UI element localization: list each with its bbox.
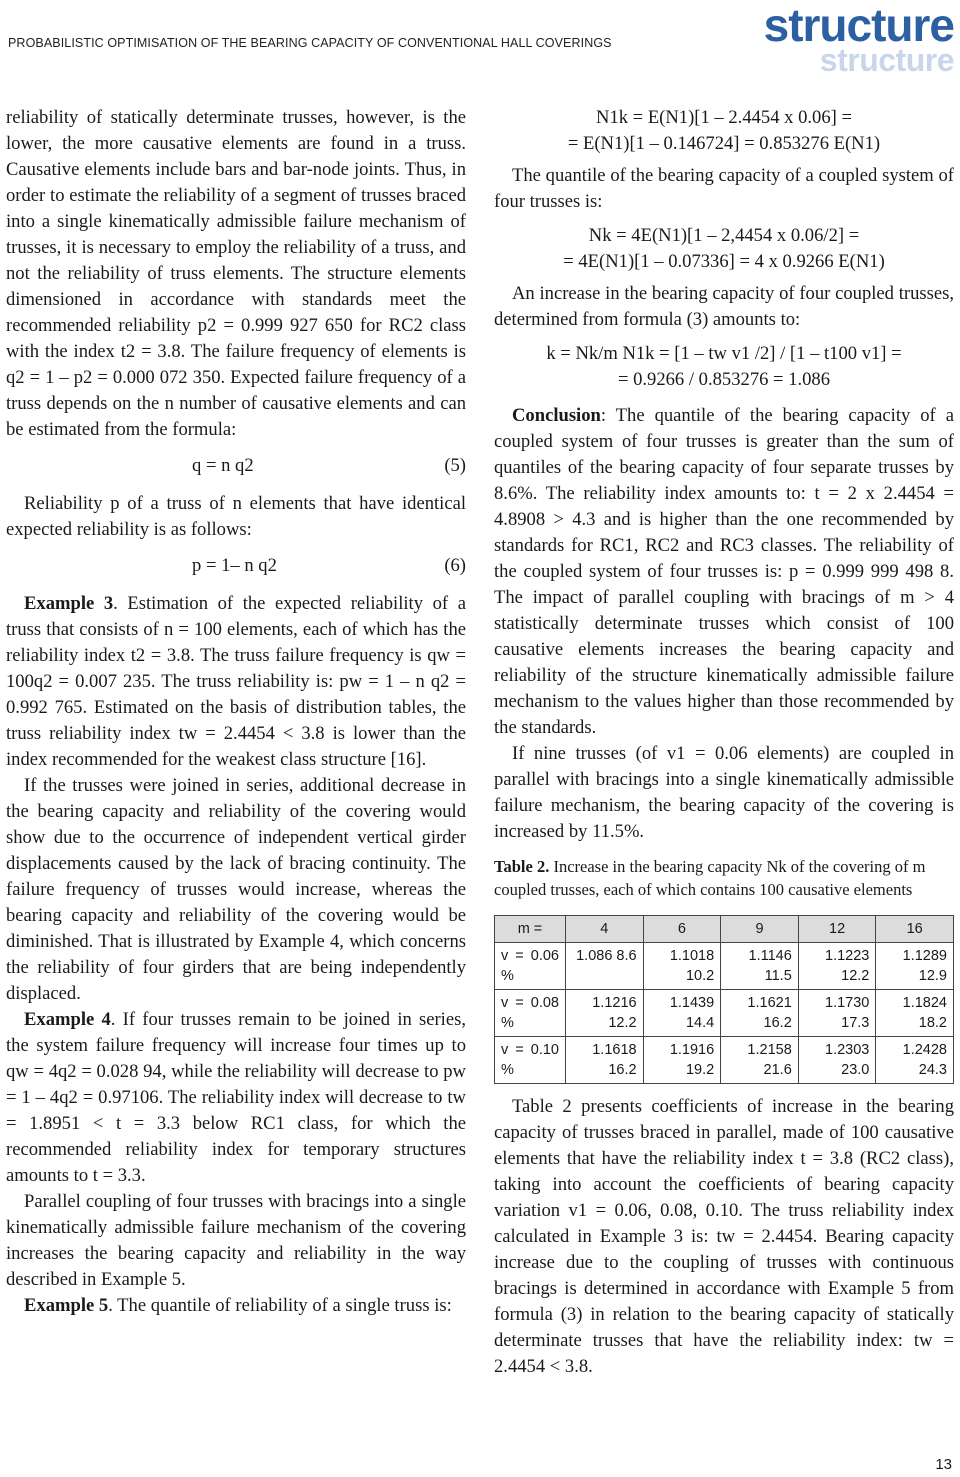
- equation-text: p = 1– n q2: [192, 555, 277, 576]
- paragraph: reliability of statically determinate trusses, however, is the lower, the more causative elements are found in a truss. Causative elements include bars and bar-node joints. Thus, in order to estimate the reliability of a segment of trusses braced into a single kinematically admissible failure mechanism of trusses, it is necessary to employ the reliability of a truss, and not the reliability of truss elements. The structure elements dimensioned in accordance with standards meet the recommended reliability p2 = 0.999 927 650 for RC2 class with the index t2 = 3.8. The failure frequency of elements is q2 = 1 – p2 = 0.000 072 350. Expected failure frequency of a truss depends on the n number of causative elements and can be estimated from the formula:: [6, 107, 466, 440]
- example-text: . If four trusses remain to be joined in series, the system failure frequency will increase four times up to qw = 4q2 = 0.028 94, while the reliability will decrease to pw = 1 – 4q2 = 0.97106. The reliability index will decrease to tw = 1.8951 < t = 3.3 below RC1 class, for which the recommended reliability index for temporary structures amounts to t = 3.3.: [6, 1009, 466, 1186]
- page-number: 13: [935, 1456, 952, 1473]
- paragraph: If the trusses were joined in series, additional decrease in the bearing capacity and reliability of the covering would show due to the occurrence of independent vertical girder displacements caused by the lack of bracing continuity. The failure frequency of trusses would increase, whereas the bearing capacity and reliability of the covering would be diminished. That is illustrated by Example 4, which concerns the reliability of four girders that are being independently displaced.: [6, 775, 466, 1004]
- row-label: v = 0.08 %: [495, 990, 566, 1037]
- formula-line: = E(N1)[1 – 0.146724] = 0.853276 E(N1): [567, 133, 881, 154]
- paragraph: Parallel coupling of four trusses with bracings into a single kinematically admissible failure mechanism of the covering increases the bearing capacity and reliability in the way described in Example 5.: [6, 1191, 466, 1290]
- left-column: [6, 105, 466, 1319]
- example-label: Example 4: [24, 1009, 111, 1030]
- table-cell: 1.2303 23.0: [798, 1037, 876, 1084]
- header-cell: 9: [721, 916, 799, 943]
- table-cell: 1.2428 24.3: [876, 1037, 954, 1084]
- equation-number: (5): [444, 455, 466, 476]
- table-cell: 1.1439 14.4: [643, 990, 721, 1037]
- page-header: [0, 0, 960, 88]
- example-3: [6, 591, 466, 773]
- example-label: Example 3: [24, 593, 114, 614]
- row-label: v = 0.06 %: [495, 943, 566, 990]
- table-caption-label: Table 2.: [494, 857, 550, 876]
- example-5: [6, 1293, 466, 1319]
- formula-line: = 0.9266 / 0.853276 = 1.086: [617, 369, 831, 390]
- header-cell: 6: [643, 916, 721, 943]
- table-cell: 1.1216 12.2: [566, 990, 644, 1037]
- equation-number: (6): [444, 555, 466, 576]
- journal-logo-shadow: structure: [819, 42, 954, 78]
- row-label: v = 0.10 %: [495, 1037, 566, 1084]
- paragraph: Table 2 presents coefficients of increase in the bearing capacity of trusses braced in parallel, made of 100 causative elements that have the reliability index t = 3.8 (RC2 class), taking into account the coefficients of bearing capacity variation v1 = 0.06, 0.08, 0.10. The truss reliability index calculated in Example 3 is: tw = 2.4454. Bearing capacity increase due to the coupling of trusses with continuous bracings is determined in accordance with Example 5 from formula (3) in relation to the bearing capacity of statically determinate trusses that have the reliability index: tw = 2.4454 < 3.8.: [494, 1096, 954, 1377]
- table-cell: 1.1146 11.5: [721, 943, 799, 990]
- table-2: [494, 915, 954, 1084]
- header-cell: 4: [566, 916, 644, 943]
- paragraph: An increase in the bearing capacity of four coupled trusses, determined from formula (3) amounts to:: [494, 283, 954, 330]
- table-cell: 1.1621 16.2: [721, 990, 799, 1037]
- table-row: [495, 943, 954, 990]
- paragraph: If nine trusses (of v1 = 0.06 elements) are coupled in parallel with bracings into a single kinematically admissible failure mechanism, the bearing capacity of the covering is increased by 11.5%.: [494, 743, 954, 842]
- paragraph: Reliability p of a truss of n elements that have identical expected reliability is as follows:: [6, 493, 466, 540]
- conclusion: [494, 403, 954, 741]
- table-cell: 1.1018 10.2: [643, 943, 721, 990]
- conclusion-text: : The quantile of the bearing capacity of a coupled system of four trusses is greater than the sum of quantiles of the bearing capacity of four separate trusses by 8.6%. The reliability index amounts to: t = 2 x 2.4454 = 4.8908 > 4.3 and is higher than the one recommended by standards for RC1, RC2 and RC3 classes. The reliability of the coupled system of four trusses is: p = 0.999 999 498 8. The impact of parallel coupling with bracings of m > 4 statistically determinate trusses which consist of 100 causative elements increases the bearing capacity and reliability of the structure kinematically admissible failure mechanism to the values higher than those recommended by the standards.: [494, 405, 954, 738]
- equation-5: [6, 453, 466, 479]
- table-cell: 1.1824 18.2: [876, 990, 954, 1037]
- table-caption-text: Increase in the bearing capacity Nk of the covering of m coupled trusses, each of which contains 100 causative elements: [494, 857, 926, 899]
- table-cell: 1.1730 17.3: [798, 990, 876, 1037]
- table-row: [495, 1037, 954, 1084]
- example-text: . Estimation of the expected reliability of a truss that consists of n = 100 elements, each of which has the reliability index t2 = 3.8. The truss failure frequency is qw = 100q2 = 0.007 235. The truss reliability is: pw = 1 – n q2 = 0.992 765. Estimated on the basis of distribution tables, the truss reliability index tw = 2.4454 < 3.8 is lower than the index recommended for the weakest class structure [16].: [6, 593, 466, 770]
- conclusion-label: Conclusion: [512, 405, 601, 426]
- formula-line: Nk = 4E(N1)[1 – 2,4454 x 0.06/2] =: [588, 225, 860, 246]
- example-4: [6, 1007, 466, 1189]
- example-text: . The quantile of reliability of a single truss is:: [108, 1295, 452, 1316]
- equation-6: [6, 553, 466, 579]
- formula-line: k = Nk/m N1k = [1 – tw v1 /2] / [1 – t100 v1] =: [546, 343, 902, 364]
- header-cell: 16: [876, 916, 954, 943]
- table-cell: 1.1223 12.2: [798, 943, 876, 990]
- table-cell: 1.1289 12.9: [876, 943, 954, 990]
- journal-logo: structure: [763, 0, 954, 51]
- table-cell: 1.086 8.6: [566, 943, 644, 990]
- header-cell: m =: [495, 916, 566, 943]
- table-cell: 1.1916 19.2: [643, 1037, 721, 1084]
- table-caption: [494, 855, 954, 901]
- equation-text: q = n q2: [192, 455, 254, 476]
- right-column: [494, 105, 954, 1380]
- table-header-row: [495, 916, 954, 943]
- table-cell: 1.2158 21.6: [721, 1037, 799, 1084]
- paragraph: The quantile of the bearing capacity of a coupled system of four trusses is:: [494, 165, 954, 212]
- example-label: Example 5: [24, 1295, 109, 1316]
- formula-line: N1k = E(N1)[1 – 2.4454 x 0.06] =: [596, 107, 852, 128]
- table-row: [495, 990, 954, 1037]
- table-cell: 1.1618 16.2: [566, 1037, 644, 1084]
- header-cell: 12: [798, 916, 876, 943]
- formula-line: = 4E(N1)[1 – 0.07336] = 4 x 0.9266 E(N1): [563, 251, 885, 272]
- running-title: PROBABILISTIC OPTIMISATION OF THE BEARING CAPACITY OF CONVENTIONAL HALL COVERINGS: [8, 36, 612, 50]
